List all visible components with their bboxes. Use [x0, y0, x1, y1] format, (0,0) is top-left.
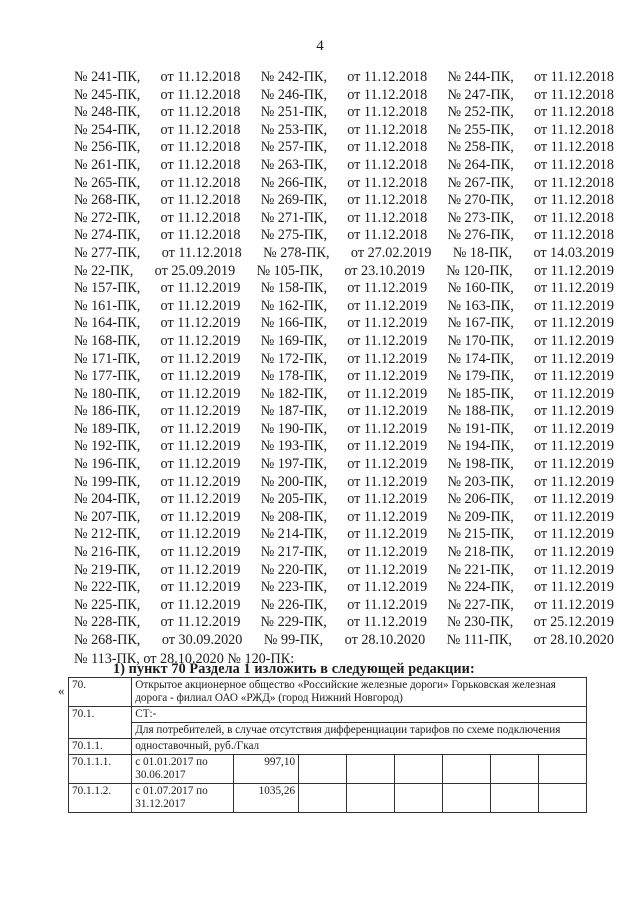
order-date: от 11.12.2019	[160, 403, 241, 420]
order-number: № 158-ПК,	[260, 280, 328, 297]
order-date: от 11.12.2018	[160, 86, 241, 103]
order-date: от 11.12.2019	[160, 385, 241, 402]
tariff-table	[68, 677, 587, 813]
order-date: от 11.12.2019	[160, 561, 241, 578]
order-number: № 186-ПК,	[74, 403, 141, 420]
order-number: № 185-ПК,	[447, 385, 514, 402]
order-line	[74, 491, 614, 509]
order-date: от 11.12.2019	[534, 262, 614, 279]
order-line	[74, 386, 614, 404]
order-number: № 166-ПК,	[260, 315, 328, 332]
table-row	[69, 739, 587, 755]
order-date: от 11.12.2018	[347, 86, 428, 103]
order-number: № 169-ПК,	[260, 332, 328, 349]
order-number: № 228-ПК,	[74, 614, 141, 631]
order-number: № 245-ПК,	[74, 86, 141, 103]
order-date: от 11.12.2019	[160, 456, 241, 473]
order-date: от 11.12.2019	[160, 491, 241, 508]
order-date: от 11.12.2019	[347, 579, 428, 596]
order-number: № 200-ПК,	[260, 473, 328, 490]
order-number: № 163-ПК,	[447, 297, 514, 314]
order-number: № 174-ПК,	[447, 350, 514, 367]
order-date: от 11.12.2019	[346, 614, 427, 631]
order-date: от 11.12.2018	[533, 156, 614, 173]
order-date: от 11.12.2019	[347, 403, 428, 420]
order-line	[74, 403, 614, 421]
order-number: № 277-ПК,	[74, 244, 141, 261]
order-date: от 11.12.2019	[533, 544, 614, 561]
order-date: от 11.12.2019	[533, 579, 614, 596]
empty-cell	[299, 784, 347, 813]
order-date: от 11.12.2019	[533, 315, 614, 332]
order-date: от 11.12.2019	[160, 508, 241, 525]
order-number: № 272-ПК,	[74, 209, 141, 226]
tariff-value: 1035,26	[233, 784, 298, 813]
order-number: № 224-ПК,	[447, 579, 514, 596]
order-number: № 18-ПК,	[452, 244, 513, 261]
order-number: № 221-ПК,	[447, 561, 514, 578]
order-number: № 162-ПК,	[260, 297, 328, 314]
order-date: от 11.12.2019	[533, 332, 614, 349]
order-date: от 11.12.2019	[533, 297, 614, 314]
order-number: № 212-ПК,	[74, 526, 141, 543]
order-date: от 11.12.2019	[160, 438, 241, 455]
order-number: № 197-ПК,	[260, 456, 328, 473]
order-line	[74, 509, 614, 527]
system-label: СТ:-	[132, 707, 587, 723]
row-number: 70.	[69, 678, 132, 707]
order-number: № 246-ПК,	[260, 86, 328, 103]
order-date: от 11.12.2019	[160, 596, 241, 613]
order-line	[74, 139, 614, 157]
order-number: № 168-ПК,	[74, 332, 141, 349]
order-date: от 11.12.2019	[533, 596, 614, 613]
order-number: № 193-ПК,	[260, 438, 328, 455]
empty-cell	[299, 755, 347, 784]
order-number: № 111-ПК,	[446, 632, 512, 648]
order-date: от 11.12.2018	[347, 227, 428, 244]
order-number: № 218-ПК,	[447, 544, 514, 561]
order-number: № 275-ПК,	[260, 227, 328, 244]
order-number: № 187-ПК,	[260, 403, 328, 420]
order-date: от 11.12.2018	[160, 174, 241, 191]
order-date: от 28.10.2020	[344, 632, 426, 648]
order-number: № 160-ПК,	[447, 280, 514, 297]
order-line	[74, 192, 614, 210]
order-number: № 254-ПК,	[74, 121, 141, 138]
order-line-tail: № 113-ПК, от 28.10.2020 № 120-ПК:	[74, 650, 295, 667]
order-date: от 11.12.2019	[347, 508, 428, 525]
order-line	[74, 526, 614, 544]
empty-cell	[538, 784, 586, 813]
order-number: № 170-ПК,	[447, 332, 514, 349]
order-number: № 171-ПК,	[74, 350, 141, 367]
order-number: № 99-ПК,	[263, 632, 324, 648]
order-number: № 172-ПК,	[260, 350, 328, 367]
period-cell: с 01.07.2017 по 31.12.2017	[132, 784, 233, 813]
order-number: № 263-ПК,	[260, 156, 328, 173]
order-date: от 11.12.2018	[347, 174, 428, 191]
order-date: от 11.12.2018	[160, 104, 241, 121]
order-number: № 209-ПК,	[447, 508, 514, 525]
order-number: № 192-ПК,	[74, 438, 141, 455]
order-date: от 11.12.2018	[347, 156, 428, 173]
order-line	[74, 175, 614, 193]
page-number: 4	[316, 38, 324, 54]
order-number: № 219-ПК,	[74, 561, 141, 578]
order-line	[74, 597, 614, 615]
order-number: № 278-ПК,	[263, 244, 330, 261]
order-number: № 164-ПК,	[74, 315, 141, 332]
opening-quote-mark: «	[58, 683, 65, 698]
order-line	[74, 438, 614, 456]
order-date: от 25.12.2019	[533, 614, 614, 631]
empty-cell	[442, 755, 490, 784]
order-number: № 267-ПК,	[447, 174, 514, 191]
order-date: от 11.12.2018	[160, 227, 241, 244]
order-line	[74, 157, 614, 175]
order-date: от 14.03.2019	[533, 244, 614, 261]
row-number: 70.1.1.2.	[69, 784, 132, 813]
row-number: 70.1.1.1.	[69, 755, 132, 784]
order-number: № 227-ПК,	[447, 596, 514, 613]
order-date: от 11.12.2019	[347, 561, 428, 578]
order-date: от 11.12.2019	[347, 297, 428, 314]
order-number: № 220-ПК,	[260, 561, 328, 578]
order-line	[74, 579, 614, 597]
order-number: № 244-ПК,	[447, 69, 514, 85]
order-line	[74, 421, 614, 439]
order-number: № 273-ПК,	[447, 209, 514, 226]
order-date: от 11.12.2019	[160, 350, 241, 367]
order-number: № 167-ПК,	[447, 315, 514, 332]
order-line	[74, 562, 614, 580]
order-number: № 271-ПК,	[260, 209, 328, 226]
order-number: № 22-ПК,	[74, 262, 134, 279]
order-number: № 191-ПК,	[447, 420, 514, 437]
order-number: № 270-ПК,	[447, 192, 514, 209]
tariff-type: одноставочный, руб./Гкал	[132, 739, 587, 755]
order-date: от 11.12.2019	[347, 420, 428, 437]
order-date: от 11.12.2019	[533, 561, 614, 578]
order-date: от 11.12.2018	[533, 174, 614, 191]
order-number: № 208-ПК,	[260, 508, 328, 525]
order-line	[74, 368, 614, 386]
order-number: № 229-ПК,	[260, 614, 327, 631]
order-date: от 11.12.2019	[347, 526, 428, 543]
empty-cell	[490, 755, 538, 784]
order-number: № 258-ПК,	[447, 139, 514, 156]
order-number: № 242-ПК,	[260, 69, 328, 85]
order-date: от 11.12.2019	[533, 420, 614, 437]
order-number: № 230-ПК,	[447, 614, 514, 631]
organization-name: Открытое акционерное общество «Российские железные дороги» Горьковская железная дорога - филиал ОАО «РЖД» (город Нижний Новгород)	[132, 678, 587, 707]
order-line	[74, 544, 614, 562]
empty-cell	[394, 755, 442, 784]
table-row	[69, 707, 587, 723]
order-date: от 11.12.2019	[160, 473, 241, 490]
order-date: от 11.12.2019	[533, 350, 614, 367]
order-number: № 217-ПК,	[260, 544, 328, 561]
order-date: от 11.12.2019	[533, 526, 614, 543]
empty-cell	[442, 784, 490, 813]
order-date: от 11.12.2018	[533, 139, 614, 156]
order-number: № 179-ПК,	[447, 368, 514, 385]
order-line	[74, 280, 614, 298]
order-number: № 188-ПК,	[447, 403, 514, 420]
order-date: от 11.12.2018	[160, 139, 241, 156]
order-number: № 252-ПК,	[447, 104, 514, 121]
order-date: от 11.12.2019	[347, 596, 428, 613]
empty-cell	[490, 784, 538, 813]
order-number: № 257-ПК,	[260, 139, 328, 156]
order-date: от 11.12.2018	[160, 156, 241, 173]
order-date: от 11.12.2018	[347, 139, 428, 156]
order-line	[74, 69, 614, 87]
order-date: от 11.12.2019	[347, 456, 428, 473]
order-date: от 11.12.2018	[533, 192, 614, 209]
tariff-value: 997,10	[233, 755, 298, 784]
empty-cell	[347, 784, 395, 813]
order-number: № 203-ПК,	[447, 473, 514, 490]
order-date: от 11.12.2018	[347, 192, 428, 209]
amendment-instruction: 1) пункт 70 Раздела 1 изложить в следующей редакции:	[113, 661, 475, 677]
order-number: № 196-ПК,	[74, 456, 141, 473]
order-date: от 11.12.2019	[347, 280, 428, 297]
order-number: № 199-ПК,	[74, 473, 141, 490]
order-list	[74, 69, 614, 668]
order-date: от 11.12.2019	[533, 403, 614, 420]
order-line	[74, 456, 614, 474]
order-number: № 215-ПК,	[447, 526, 514, 543]
order-line	[74, 122, 614, 140]
order-date: от 11.12.2019	[533, 473, 614, 490]
order-date: от 11.12.2018	[160, 69, 241, 85]
order-number: № 205-ПК,	[260, 491, 328, 508]
order-date: от 11.12.2019	[347, 544, 428, 561]
order-line	[74, 351, 614, 369]
order-number: № 266-ПК,	[260, 174, 328, 191]
order-date: от 11.12.2018	[533, 227, 614, 244]
order-date: от 11.12.2019	[533, 508, 614, 525]
order-date: от 11.12.2018	[533, 86, 614, 103]
order-line	[74, 333, 614, 351]
order-number: № 178-ПК,	[260, 368, 328, 385]
order-date: от 11.12.2019	[160, 315, 241, 332]
order-date: от 11.12.2019	[533, 456, 614, 473]
order-date: от 11.12.2018	[533, 209, 614, 226]
order-date: от 11.12.2019	[347, 332, 428, 349]
order-date: от 30.09.2020	[161, 632, 243, 648]
order-number: № 120-ПК,	[446, 262, 513, 279]
empty-cell	[394, 784, 442, 813]
order-number: № 226-ПК,	[260, 596, 328, 613]
order-number: № 268-ПК,	[74, 192, 141, 209]
order-date: от 11.12.2018	[533, 104, 614, 121]
order-number: № 276-ПК,	[447, 227, 514, 244]
order-date: от 11.12.2018	[160, 121, 241, 138]
order-date: от 11.12.2019	[347, 438, 428, 455]
order-date: от 11.12.2019	[347, 350, 428, 367]
order-line	[74, 245, 614, 263]
order-number: № 161-ПК,	[74, 297, 141, 314]
order-line	[74, 87, 614, 105]
order-date: от 11.12.2019	[160, 614, 241, 631]
order-date: от 11.12.2019	[533, 438, 614, 455]
order-date: от 11.12.2019	[533, 385, 614, 402]
order-date: от 11.12.2019	[347, 491, 428, 508]
order-date: от 11.12.2019	[160, 526, 241, 543]
order-number: № 256-ПК,	[74, 139, 141, 156]
order-date: от 27.02.2019	[350, 244, 432, 261]
order-date: от 25.09.2019	[154, 262, 236, 279]
table-row	[69, 755, 587, 784]
order-number: № 264-ПК,	[447, 156, 514, 173]
order-date: от 11.12.2019	[160, 420, 241, 437]
order-line	[74, 263, 614, 281]
order-date: от 11.12.2019	[347, 315, 428, 332]
order-number: № 261-ПК,	[74, 156, 141, 173]
order-date: от 23.10.2019	[344, 262, 425, 279]
table-row	[69, 723, 587, 739]
order-date: от 11.12.2019	[160, 579, 241, 596]
order-date: от 11.12.2018	[160, 209, 241, 226]
table-row	[69, 784, 587, 813]
order-number: № 182-ПК,	[260, 385, 328, 402]
order-number: № 190-ПК,	[260, 420, 328, 437]
order-number: № 265-ПК,	[74, 174, 141, 191]
order-number: № 269-ПК,	[260, 192, 328, 209]
order-number: № 241-ПК,	[74, 69, 141, 85]
order-number: № 253-ПК,	[260, 121, 328, 138]
order-number: № 251-ПК,	[260, 104, 328, 121]
order-number: № 105-ПК,	[256, 262, 323, 279]
order-date: от 11.12.2019	[160, 368, 241, 385]
order-date: от 11.12.2018	[161, 244, 242, 261]
order-date: от 11.12.2019	[347, 368, 428, 385]
order-date: от 11.12.2019	[533, 280, 614, 297]
order-number: № 223-ПК,	[260, 579, 328, 596]
order-date: от 11.12.2018	[160, 192, 241, 209]
empty-cell	[347, 755, 395, 784]
order-number: № 177-ПК,	[74, 368, 141, 385]
order-date: от 11.12.2018	[347, 209, 428, 226]
order-line	[74, 474, 614, 492]
order-number: № 198-ПК,	[447, 456, 514, 473]
consumer-category: Для потребителей, в случае отсутствия дифференциации тарифов по схеме подключения	[132, 723, 587, 739]
order-number: № 214-ПК,	[260, 526, 328, 543]
order-line	[74, 210, 614, 228]
order-number: № 247-ПК,	[447, 86, 514, 103]
order-number: № 248-ПК,	[74, 104, 141, 121]
period-cell: с 01.01.2017 по 30.06.2017	[132, 755, 233, 784]
order-number: № 225-ПК,	[74, 596, 141, 613]
table-row	[69, 678, 587, 707]
order-date: от 11.12.2019	[533, 491, 614, 508]
order-line	[74, 315, 614, 333]
order-number: № 206-ПК,	[447, 491, 514, 508]
order-number: № 189-ПК,	[74, 420, 141, 437]
order-line	[74, 104, 614, 122]
order-date: от 11.12.2019	[160, 544, 241, 561]
order-date: от 11.12.2019	[160, 280, 241, 297]
order-number: № 180-ПК,	[74, 385, 141, 402]
order-date: от 11.12.2019	[533, 368, 614, 385]
order-number: № 207-ПК,	[74, 508, 141, 525]
order-date: от 11.12.2019	[160, 297, 241, 314]
order-date: от 11.12.2019	[160, 332, 241, 349]
order-number: № 255-ПК,	[447, 121, 514, 138]
order-line	[74, 632, 614, 650]
order-number: № 157-ПК,	[74, 280, 141, 297]
order-date: от 11.12.2018	[347, 69, 428, 85]
order-date: от 11.12.2019	[347, 473, 428, 490]
order-number: № 222-ПК,	[74, 579, 141, 596]
row-number: 70.1.1.	[69, 739, 132, 755]
order-date: от 11.12.2019	[347, 385, 428, 402]
order-number: № 194-ПК,	[447, 438, 514, 455]
order-number: № 204-ПК,	[74, 491, 141, 508]
order-line	[74, 227, 614, 245]
row-number: 70.1.	[69, 707, 132, 739]
order-line	[74, 614, 614, 632]
order-date: от 11.12.2018	[347, 121, 428, 138]
order-date: от 28.10.2020	[533, 632, 614, 648]
order-date: от 11.12.2018	[533, 69, 614, 85]
order-number: № 216-ПК,	[74, 544, 141, 561]
order-date: от 11.12.2018	[533, 121, 614, 138]
order-date: от 11.12.2018	[347, 104, 428, 121]
order-number: № 274-ПК,	[74, 227, 141, 244]
order-line	[74, 298, 614, 316]
order-number: № 268-ПК,	[74, 632, 141, 648]
empty-cell	[538, 755, 586, 784]
